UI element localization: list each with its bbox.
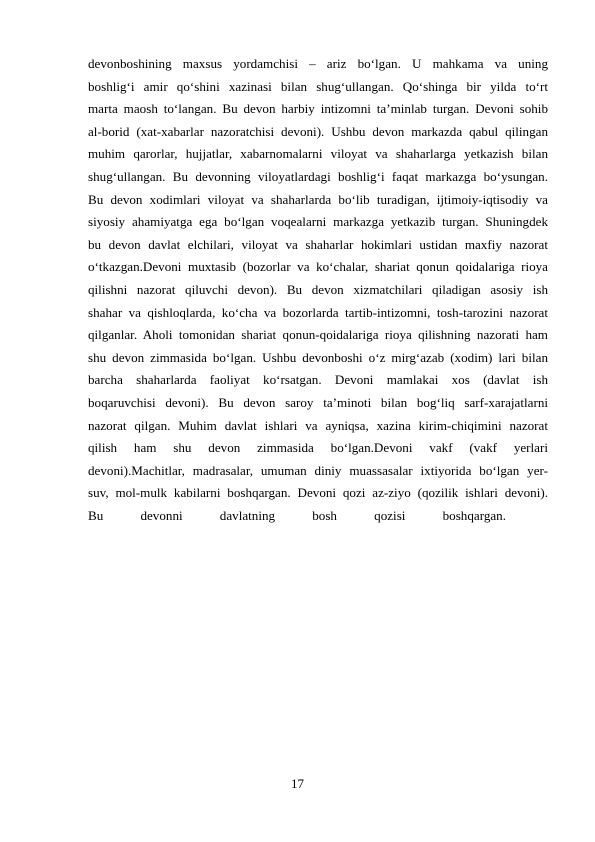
text-line-last: Bu devonni davlatning bosh qozisi boshqargan. bbox=[88, 507, 506, 523]
text-line: qilganlar. Aholi tomonidan shariat qonun-qoidalariga rioya qilishning nazorati ham bbox=[88, 327, 548, 343]
text-line: suv, mol-mulk kabilarni boshqargan. Devoni qozi az-ziyo (qozilik ishlari devoni). bbox=[88, 485, 548, 501]
text-line: shu devon zimmasida bo‘lgan. Ushbu devonboshi o‘z mirg‘azab (xodim) lari bilan bbox=[88, 349, 548, 365]
text-line: nazorat qilgan. Muhim davlat ishlari va ayniqsa, xazina kirim-chiqimini nazorat bbox=[88, 417, 548, 433]
text-line: shug‘ullangan. Bu devonning viloyatlardagi boshlig‘i faqat markazga bo‘ysungan. bbox=[88, 168, 548, 184]
body-text bbox=[88, 53, 548, 527]
text-line: marta maosh to‘langan. Bu devon harbiy intizomni ta’minlab turgan. Devoni sohib bbox=[88, 101, 548, 117]
text-line: qilish ham shu devon zimmasida bo‘lgan.Devoni vakf (vakf yerlari bbox=[88, 440, 548, 456]
text-line: devonboshining maxsus yordamchisi – ariz bo‘lgan. U mahkama va uning bbox=[88, 56, 548, 71]
text-line: boshlig‘i amir qo‘shini xazinasi bilan shug‘ullangan. Qo‘shinga bir yilda to‘rt bbox=[88, 78, 548, 94]
text-line: qilishni nazorat qiluvchi devon). Bu devon xizmatchilari qiladigan asosiy ish bbox=[88, 281, 548, 297]
text-line: o‘tkazgan.Devoni muxtasib (bozorlar va ko‘chalar, shariat qonun qoidalariga rioya bbox=[88, 259, 548, 275]
text-line: Bu devon xodimlari viloyat va shaharlarda bo‘lib turadigan, ijtimoiy-iqtisodiy va bbox=[88, 191, 548, 207]
text-line: al-borid (xat-xabarlar nazoratchisi devoni). Ushbu devon markazda qabul qilingan bbox=[88, 123, 548, 139]
text-line: shahar va qishloqlarda, ko‘cha va bozorlarda tartib-intizomni, tosh-tarozini nazorat bbox=[88, 304, 548, 320]
text-line: barcha shaharlarda faoliyat ko‘rsatgan. Devoni mamlakai xos (davlat ish bbox=[88, 372, 548, 388]
text-line: muhim qarorlar, hujjatlar, xabarnomalarni viloyat va shaharlarga yetkazish bilan bbox=[88, 146, 548, 162]
page-number: 17 bbox=[291, 776, 304, 791]
text-line: bu devon davlat elchilari, viloyat va shaharlar hokimlari ustidan maxfiy nazorat bbox=[88, 236, 548, 252]
text-line: boqaruvchisi devoni). Bu devon saroy ta’minoti bilan bog‘liq sarf-xarajatlarni bbox=[88, 394, 548, 410]
text-line: siyosiy ahamiyatga ega bo‘lgan voqealarni markazga yetkazib turgan. Shuningdek bbox=[88, 214, 548, 230]
text-line: devoni).Machitlar, madrasalar, umuman diniy muassasalar ixtiyorida bo‘lgan yer- bbox=[88, 462, 548, 478]
